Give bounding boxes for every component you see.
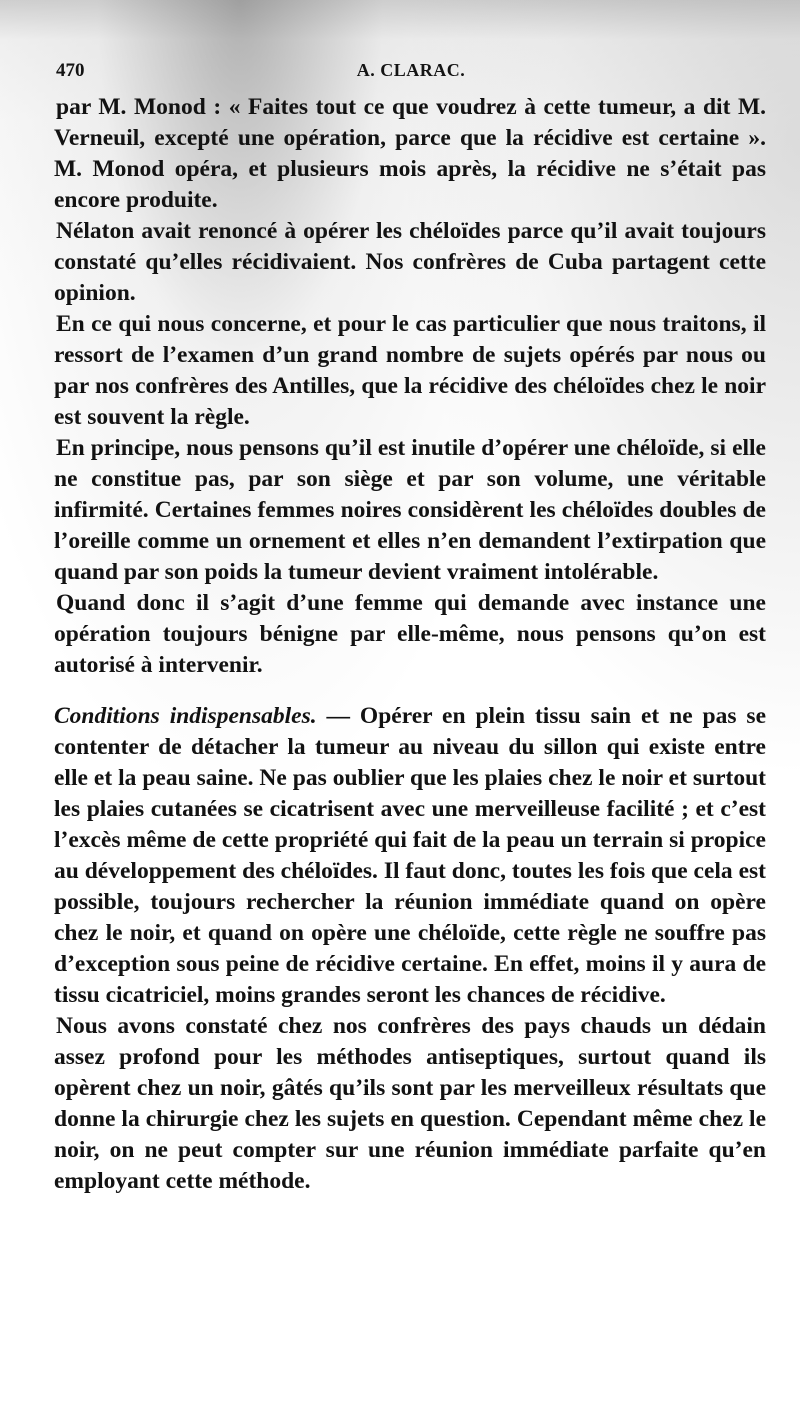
paragraph: Quand donc il s’agit d’une femme qui demande avec instance une opération toujours bénigne par elle-même, nous pensons qu’on est autorisé à intervenir.: [54, 590, 766, 678]
section-lead: Conditions indispensables.: [54, 703, 317, 729]
page-header: [56, 60, 766, 90]
paragraph: Nélaton avait renoncé à opérer les chéloïdes parce qu’il avait toujours constaté qu’elles récidivaient. Nos confrères de Cuba partagent cette opinion.: [54, 218, 766, 306]
paragraph: En ce qui nous concerne, et pour le cas particulier que nous traitons, il ressort de l’examen d’un grand nombre de sujets opérés par nous ou par nos confrères des Antilles, que la récidive des chéloïdes chez le noir est souvent la règle.: [54, 311, 766, 430]
paragraph: En principe, nous pensons qu’il est inutile d’opérer une chéloïde, si elle ne constitue pas, par son siège et par son volume, une véritable infirmité. Certaines femmes noires considèrent les chéloïdes doubles de l’oreille comme un ornement et elles n’en demandent l’extirpation que quand par son poids la tumeur devient vraiment intolérable.: [54, 435, 766, 585]
page-number: 470: [56, 60, 85, 81]
paragraph: Nous avons constaté chez nos confrères des pays chauds un dédain assez profond pour les méthodes antiseptiques, surtout quand ils opèrent chez un noir, gâtés qu’ils sont par les merveilleux résultats que donne la chirurgie chez les sujets en question. Cependant même chez le noir, on ne peut compter sur une réunion immédiate parfaite qu’en employant cette méthode.: [54, 1013, 766, 1194]
paragraph: par M. Monod : « Faites tout ce que voudrez à cette tumeur, a dit M. Verneuil, excepté une opération, parce que la récidive est certaine ». M. Monod opéra, et plusieurs mois après, la récidive ne s’était pas encore produite.: [54, 94, 766, 213]
paragraph-conditions: Conditions indispensables. — Opérer en plein tissu sain et ne pas se contenter de détacher la tumeur au niveau du sillon qui existe entre elle et la peau saine. Ne pas oublier que les plaies chez le noir et surtout les plaies cutanées se cicatrisent avec une merveilleuse facilité ; et c’est l’excès même de cette propriété qui fait de la peau un terrain si propice au développement des chéloïdes. Il faut donc, toutes les fois que cela est possible, toujours rechercher la réunion immédiate quand on opère chez le noir, et quand on opère une chéloïde, cette règle ne souffre pas d’exception sous peine de récidive certaine. En effet, moins il y aura de tissu cicatriciel, moins grandes seront les chances de récidive.: [54, 703, 766, 1008]
running-head: A. CLARAC.: [356, 60, 466, 80]
body-text: [54, 92, 766, 1197]
